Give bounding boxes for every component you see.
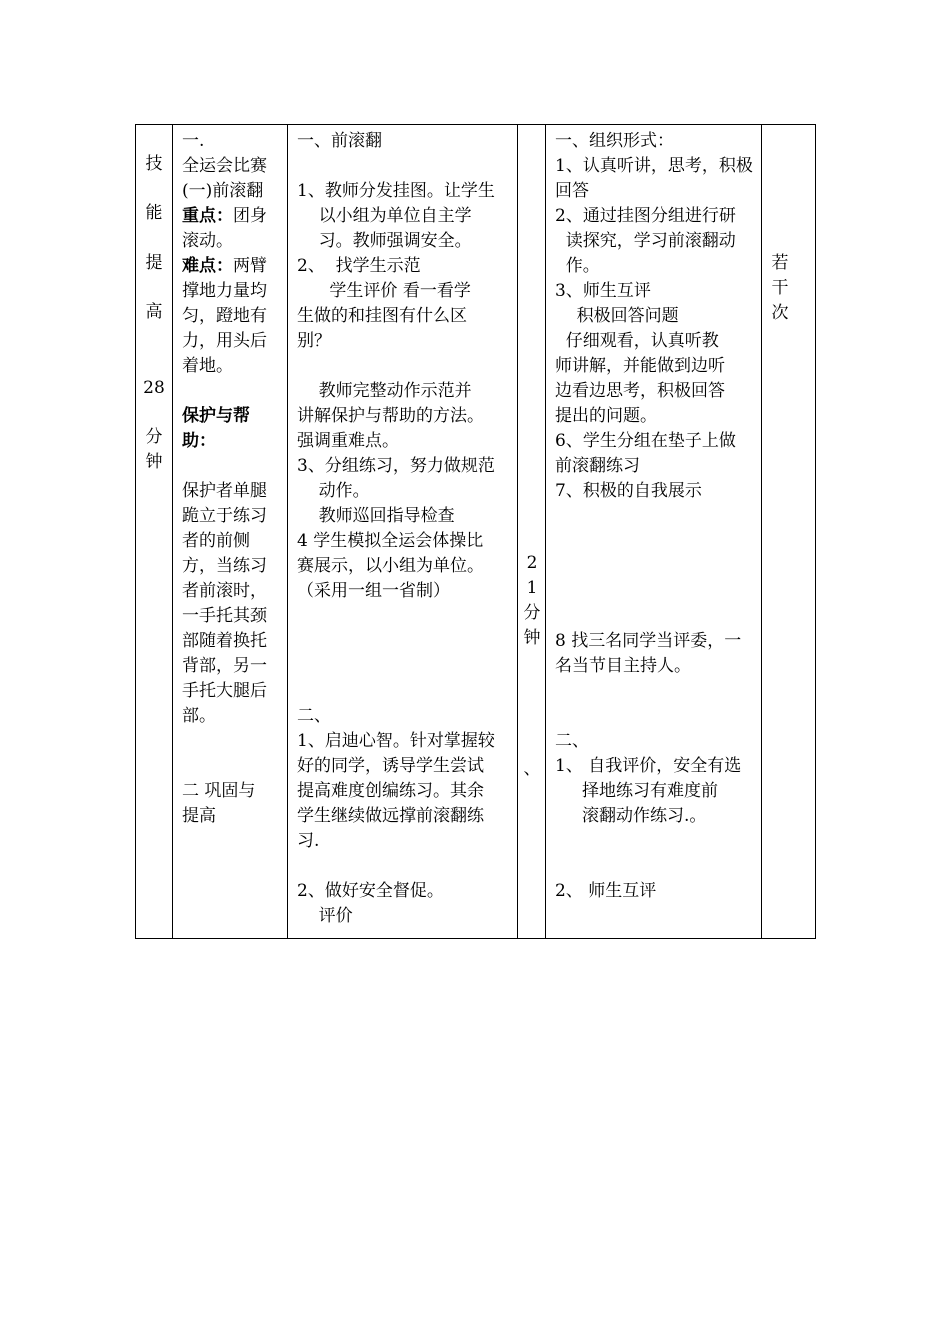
text-line: 赛展示，以小组为单位。 — [297, 556, 484, 576]
text-line — [182, 454, 284, 479]
vertical-char: 28 — [143, 378, 165, 398]
text-line: 二、 — [555, 731, 589, 751]
column-divider — [287, 125, 288, 938]
text-line — [297, 604, 515, 629]
text-line: 着地。 — [182, 356, 233, 376]
text-line: 7、积极的自我展示 — [555, 481, 702, 501]
label-text: 两臂 — [233, 256, 267, 276]
column-divider — [761, 125, 762, 938]
text-line: 学生评价 看一看学 — [297, 281, 471, 301]
text-line — [182, 379, 284, 404]
text-line: 部。 — [182, 706, 216, 726]
text-line: 提高 — [182, 806, 216, 826]
text-line: 师讲解，并能做到边听 — [555, 356, 725, 376]
text-line: 习. — [297, 831, 320, 851]
text-line: 一、组织形式： — [555, 131, 674, 151]
text-line: 跪立于练习 — [182, 506, 267, 526]
text-line: 提出的问题。 — [555, 406, 657, 426]
text-line: 方，当练习 — [182, 556, 267, 576]
teacher-activity-cell — [297, 129, 515, 929]
text-line: 8 找三名同学当评委，一 — [555, 631, 742, 651]
text-line — [555, 829, 759, 854]
text-line: 1、教师分发挂图。让学生 — [297, 181, 495, 201]
text-line: 保护者单腿 — [182, 481, 267, 501]
text-line: 1、 自我评价，安全有选 — [555, 756, 742, 776]
bold-label: 保护与帮 — [182, 406, 250, 426]
text-line: 教师巡回指导检查 — [297, 506, 455, 526]
text-line: 1、认真听讲，思考，积极 — [555, 156, 753, 176]
vertical-char: 能 — [145, 203, 163, 223]
text-line — [182, 729, 284, 754]
text-line — [297, 154, 515, 179]
vertical-char: 钟 — [523, 628, 541, 648]
text-line: 强调重难点。 — [297, 431, 399, 451]
text-line: 3、师生互评 — [555, 281, 651, 301]
text-line: 一. — [182, 131, 205, 151]
text-line — [555, 679, 759, 704]
text-line: 择地练习有难度前 — [555, 781, 719, 801]
vertical-char: 钟 — [145, 452, 163, 472]
text-line — [555, 854, 759, 879]
text-line: 讲解保护与帮助的方法。 — [297, 406, 484, 426]
column-divider — [517, 125, 518, 938]
text-line: 全运会比赛 — [182, 156, 267, 176]
text-line: 前滚翻练习 — [555, 456, 640, 476]
vertical-char: 1 — [526, 578, 538, 598]
text-line: 学生继续做远撑前滚翻练 — [297, 806, 484, 826]
text-line: 4 学生模拟全运会体操比 — [297, 531, 484, 551]
punctuation-mark: 、 — [523, 759, 541, 779]
text-line: 2、 师生互评 — [555, 881, 657, 901]
text-line — [297, 354, 515, 379]
text-line: 动作。 — [297, 481, 370, 501]
vertical-char: 高 — [145, 302, 163, 322]
text-line: 1、启迪心智。针对掌握较 — [297, 731, 495, 751]
text-line — [182, 429, 284, 454]
text-line: 者的前侧 — [182, 531, 250, 551]
text-line: 部随着换托 — [182, 631, 267, 651]
vertical-char: 干 — [771, 278, 789, 298]
text-line: 二 巩固与 — [182, 781, 256, 801]
text-line: 读探究，学习前滚翻动 — [555, 231, 736, 251]
text-line: 滚翻动作练习.。 — [555, 806, 707, 826]
text-line: 提高难度创编练习。其余 — [297, 781, 484, 801]
bold-label: 难点： — [182, 256, 233, 276]
text-line: 3、分组练习，努力做规范 — [297, 456, 495, 476]
text-line: 撑地力量均 — [182, 281, 267, 301]
text-line: (一)前滚翻 — [182, 181, 264, 201]
text-line: 背部，另一 — [182, 656, 267, 676]
text-line — [297, 654, 515, 679]
column-divider — [545, 125, 546, 938]
vertical-char: 分 — [145, 427, 163, 447]
text-line: 2、做好安全督促。 — [297, 881, 444, 901]
student-activity-cell — [555, 129, 759, 904]
content-cell — [182, 129, 284, 829]
text-line: 别？ — [297, 331, 331, 351]
text-line — [182, 754, 284, 779]
text-line: 以小组为单位自主学 — [297, 206, 472, 226]
text-line: 手托大腿后 — [182, 681, 267, 701]
text-line: 名当节目主持人。 — [555, 656, 691, 676]
text-line — [297, 854, 515, 879]
text-line — [555, 554, 759, 579]
vertical-char: 2 — [526, 553, 538, 573]
bold-label: 重点： — [182, 206, 233, 226]
text-line: 边看边思考，积极回答 — [555, 381, 725, 401]
text-line — [182, 404, 284, 429]
text-line: 2、 找学生示范 — [297, 256, 421, 276]
text-line — [555, 704, 759, 729]
vertical-char: 技 — [145, 154, 163, 174]
text-line: 二、 — [297, 706, 331, 726]
text-line: 者前滚时， — [182, 581, 267, 601]
text-line — [297, 679, 515, 704]
text-line: 好的同学，诱导学生尝试 — [297, 756, 484, 776]
vertical-char: 次 — [771, 303, 789, 323]
vertical-char: 提 — [145, 253, 163, 273]
text-line — [182, 204, 284, 229]
text-line: （采用一组一省制） — [297, 581, 450, 601]
text-line — [297, 629, 515, 654]
lesson-plan-table — [135, 124, 816, 939]
text-line: 教师完整动作示范并 — [297, 381, 472, 401]
text-line: 匀，蹬地有 — [182, 306, 267, 326]
text-line — [555, 579, 759, 604]
vertical-char: 若 — [771, 253, 789, 273]
text-line: 滚动。 — [182, 231, 233, 251]
text-line: 作。 — [555, 256, 600, 276]
text-line — [182, 254, 284, 279]
text-line: 回答 — [555, 181, 589, 201]
text-line: 积极回答问题 — [555, 306, 679, 326]
text-line: 6、学生分组在垫子上做 — [555, 431, 736, 451]
text-line: 2、通过挂图分组进行研 — [555, 206, 736, 226]
text-line: 力，用头后 — [182, 331, 267, 351]
text-line: 习。教师强调安全。 — [297, 231, 472, 251]
text-line — [555, 504, 759, 529]
text-line — [555, 529, 759, 554]
text-line — [555, 604, 759, 629]
label-text: 团身 — [233, 206, 267, 226]
text-line: 评价 — [297, 906, 353, 926]
column-divider — [172, 125, 173, 938]
text-line: 一手托其颈 — [182, 606, 267, 626]
text-line: 生做的和挂图有什么区 — [297, 306, 467, 326]
text-line: 一、前滚翻 — [297, 131, 382, 151]
vertical-char: 分 — [523, 603, 541, 623]
text-line: 仔细观看，认真听教 — [555, 331, 719, 351]
bold-label: 助： — [182, 431, 216, 451]
